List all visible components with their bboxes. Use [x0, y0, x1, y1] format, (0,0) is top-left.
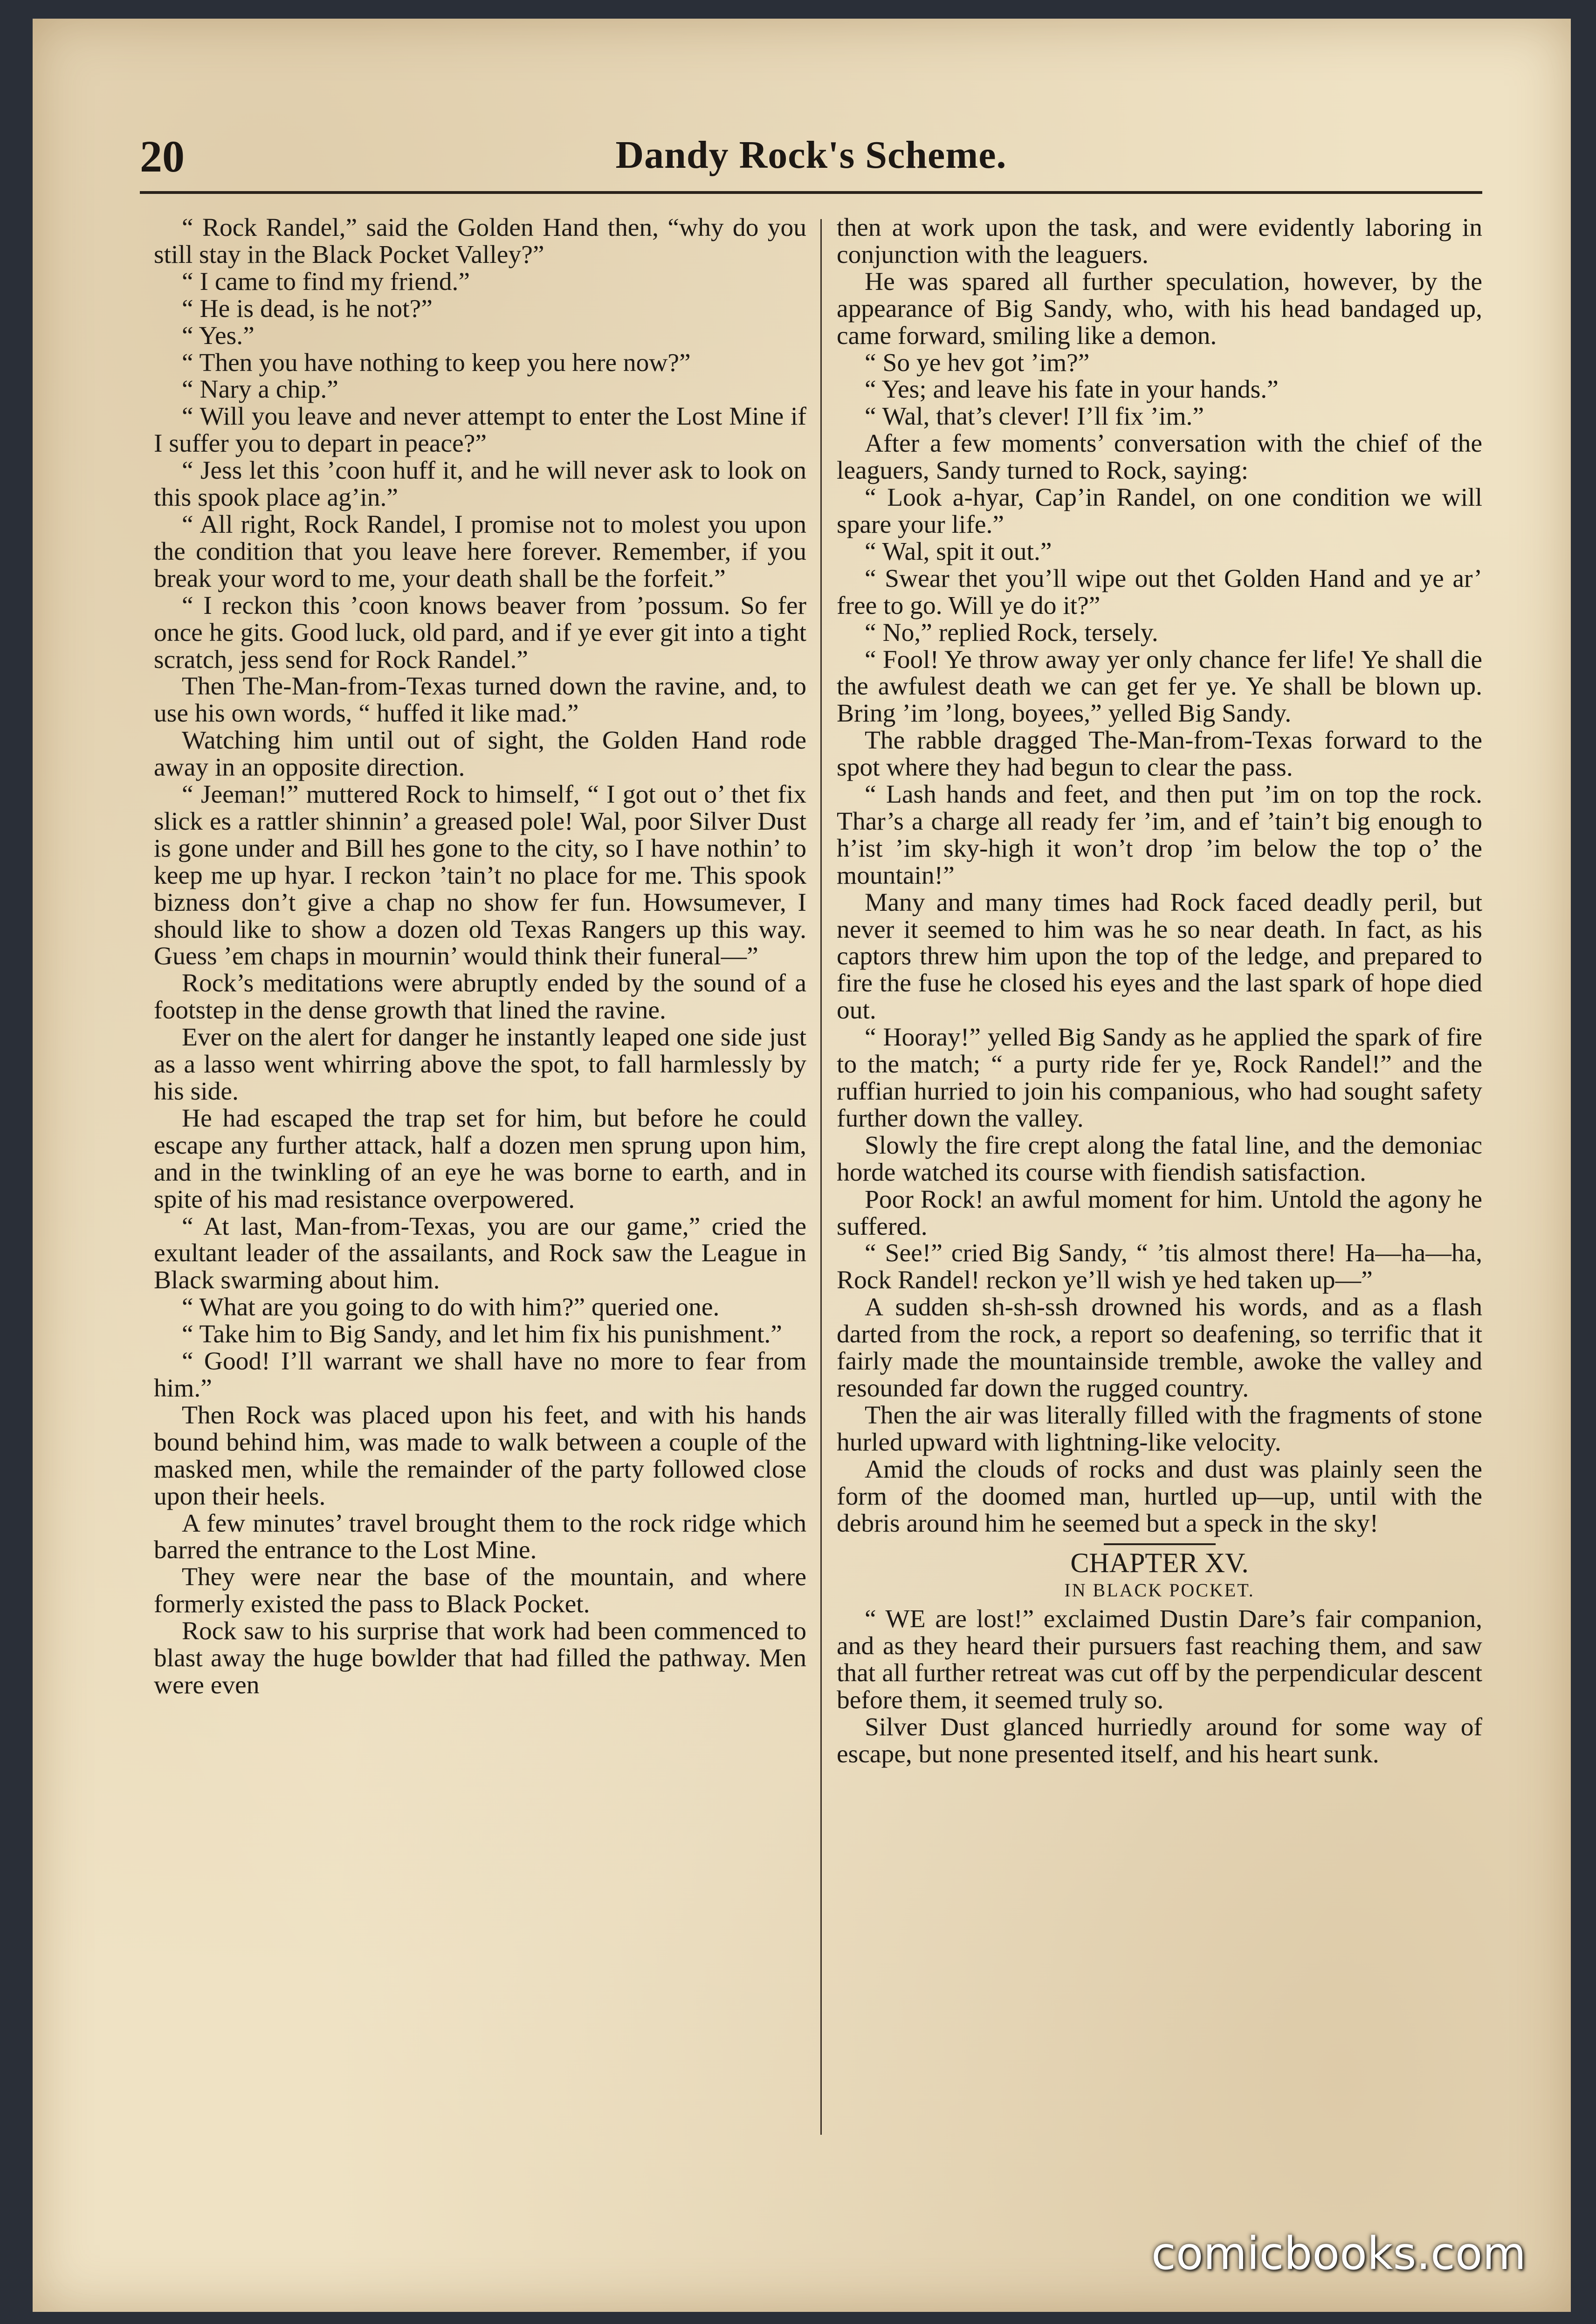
paragraph: “ Wal, that’s clever! I’ll fix ’im.”	[865, 402, 1204, 431]
paragraph: He had escaped the trap set for him, but before he could escape any further attack, half a dozen men sprung upon him, and in the twinkling of an eye he was borne to earth, and in spite of his mad resistance overpowered.	[154, 1104, 806, 1214]
paragraph: The rabble dragged The-Man-from-Texas forward to the spot where they had begun to clear the pass.	[837, 726, 1482, 782]
paragraph: Watching him until out of sight, the Golden Hand rode away in an opposite direction.	[154, 726, 806, 782]
paragraph: “ Yes; and leave his fate in your hands.”	[865, 375, 1279, 404]
paragraph: Then The-Man-from-Texas turned down the ravine, and, to use his own words, “ huffed it like mad.”	[154, 672, 806, 728]
paragraph: Then the air was literally filled with the fragments of stone hurled upward with lightning-like velocity.	[837, 1401, 1482, 1457]
paragraph: After a few moments’ conversation with the chief of the leaguers, Sandy turned to Rock, saying:	[837, 429, 1482, 485]
paragraph: “ Rock Randel,” said the Golden Hand then, “why do you still stay in the Black Pocket Valley?”	[154, 214, 806, 269]
paragraph: Slowly the fire crept along the fatal line, and the demoniac horde watched its course with fiendish satisfaction.	[837, 1131, 1482, 1187]
paragraph: “ What are you going to do with him?” queried one.	[182, 1293, 720, 1322]
paragraph: “ See!” cried Big Sandy, “ ’tis almost there! Ha—ha—ha, Rock Randel! reckon ye’ll wish ye hed taken up—”	[837, 1239, 1482, 1295]
paragraph: Rock saw to his surprise that work had been commenced to blast away the huge bowlder that had filled the pathway. Men were even	[154, 1617, 806, 1699]
paragraph: “ He is dead, is he not?”	[182, 294, 433, 323]
chapter-rule	[1104, 1543, 1216, 1545]
chapter-subtitle: IN BLACK POCKET.	[1064, 1580, 1255, 1601]
left-column	[154, 214, 806, 2153]
running-title: Dandy Rock's Scheme.	[615, 133, 1007, 177]
right-column	[837, 214, 1482, 2153]
paragraph: “ Yes.”	[182, 321, 255, 350]
paragraph: A sudden sh-sh-ssh drowned his words, and as a flash darted from the rock, a report so deafening, so terrific that it fairly made the mountainside tremble, awoke the valley and resounded far down the rugged country.	[837, 1293, 1482, 1403]
paragraph: “ Lash hands and feet, and then put ’im on top the rock. Thar’s a charge all ready fer ’im, and ef ’tain’t big enough to h’ist ’im sky-high it won’t drop ’im below the top o’ the mountain!”	[837, 780, 1482, 890]
paragraph: “ I reckon this ’coon knows beaver from ’possum. So fer once he gits. Good luck, old pard, and if ye ever git into a tight scratch, jess send for Rock Randel.”	[154, 591, 806, 674]
column-divider	[820, 219, 822, 2135]
page-number: 20	[140, 131, 185, 181]
paragraph: “ Will you leave and never attempt to enter the Lost Mine if I suffer you to depart in peace?”	[154, 402, 806, 458]
paragraph: “ I came to find my friend.”	[182, 267, 470, 296]
paragraph: then at work upon the task, and were evidently laboring in conjunction with the leaguers.	[837, 214, 1482, 269]
paragraph: “ Hooray!” yelled Big Sandy as he applied the spark of fire to the match; “ a purty ride fer ye, Rock Randel!” and the ruffian hurried to join his companious, who had sought safety further down the valley.	[837, 1023, 1482, 1133]
paragraph: Poor Rock! an awful moment for him. Untold the agony he suffered.	[837, 1185, 1482, 1241]
watermark-logo: comicbooks.com	[1151, 2228, 1526, 2280]
paragraph: “ Swear thet you’ll wipe out thet Golden Hand and ye ar’ free to go. Will ye do it?”	[837, 564, 1482, 620]
paragraph: They were near the base of the mountain, and where formerly existed the pass to Black Pocket.	[154, 1563, 806, 1619]
paragraph: Amid the clouds of rocks and dust was plainly seen the form of the doomed man, hurtled up—up, until with the debris around him he seemed but a speck in the sky!	[837, 1455, 1482, 1538]
paragraph: He was spared all further speculation, however, by the appearance of Big Sandy, who, with his head bandaged up, came forward, smiling like a demon.	[837, 267, 1482, 350]
paragraph: “ All right, Rock Randel, I promise not to molest you upon the condition that you leave here forever. Remember, if you break your word to me, your death shall be the forfeit.”	[154, 510, 806, 593]
paragraph: “ Look a-hyar, Cap’in Randel, on one condition we will spare your life.”	[837, 483, 1482, 539]
paragraph: “ Good! I’ll warrant we shall have no more to fear from him.”	[154, 1347, 806, 1403]
paragraph: “ Jess let this ’coon huff it, and he will never ask to look on this spook place ag’in.”	[154, 456, 806, 512]
paragraph: Many and many times had Rock faced deadly peril, but never it seemed to him was he so near death. In fact, as his captors threw him upon the top of the ledge, and prepared to fire the fuse he closed his eyes and the last spark of hope died out.	[837, 888, 1482, 1025]
paragraph: “ Take him to Big Sandy, and let him fix his punishment.”	[182, 1320, 782, 1349]
chapter-title: CHAPTER XV.	[1070, 1547, 1249, 1579]
paragraph: Ever on the alert for danger he instantly leaped one side just as a lasso went whirring above the spot, to fall harmlessly by his side.	[154, 1023, 806, 1106]
paragraph: Rock’s meditations were abruptly ended by the sound of a footstep in the dense growth that lined the ravine.	[154, 969, 806, 1025]
paragraph: Silver Dust glanced hurriedly around for some way of escape, but none presented itself, and his heart sunk.	[837, 1712, 1482, 1768]
paragraph: “ No,” replied Rock, tersely.	[865, 618, 1158, 647]
paragraph: “ Then you have nothing to keep you here now?”	[182, 348, 691, 377]
paragraph: “ Jeeman!” muttered Rock to himself, “ I got out o’ thet fix slick es a rattler shinnin’ a greased pole! Wal, poor Silver Dust is gone under and Bill hes gone to the city, so I have nothin’ to keep me up hyar. I reckon ’tain’t no place for me. This spook bizness don’t give a chap no show fer fun. Howsumever, I should like to show a dozen old Texas Rangers up this way. Guess ’em chaps in mournin’ would think their funeral—”	[154, 780, 806, 971]
header-rule	[140, 191, 1482, 194]
paragraph: “ Nary a chip.”	[182, 375, 338, 404]
paragraph: A few minutes’ travel brought them to the rock ridge which barred the entrance to the Lost Mine.	[154, 1509, 806, 1565]
page-header	[140, 121, 1482, 196]
paragraph: “ At last, Man-from-Texas, you are our game,” cried the exultant leader of the assailants, and Rock saw the League in Black swarming about him.	[154, 1212, 806, 1295]
paragraph: “ Wal, spit it out.”	[865, 537, 1052, 566]
paragraph: Then Rock was placed upon his feet, and with his hands bound behind him, was made to walk between a couple of the masked men, while the remainder of the party followed close upon their heels.	[154, 1401, 806, 1511]
paragraph: “ Fool! Ye throw away yer only chance fer life! Ye shall die the awfulest death we can get fer ye. Ye shall be blown up. Bring ’im ’long, boyees,” yelled Big Sandy.	[837, 645, 1482, 728]
paragraph: “ WE are lost!” exclaimed Dustin Dare’s fair companion, and as they heard their pursuers fast reaching them, and saw that all further retreat was cut off by the perpendicular descent before them, it seemed truly so.	[837, 1605, 1482, 1714]
paragraph: “ So ye hev got ’im?”	[865, 348, 1090, 377]
